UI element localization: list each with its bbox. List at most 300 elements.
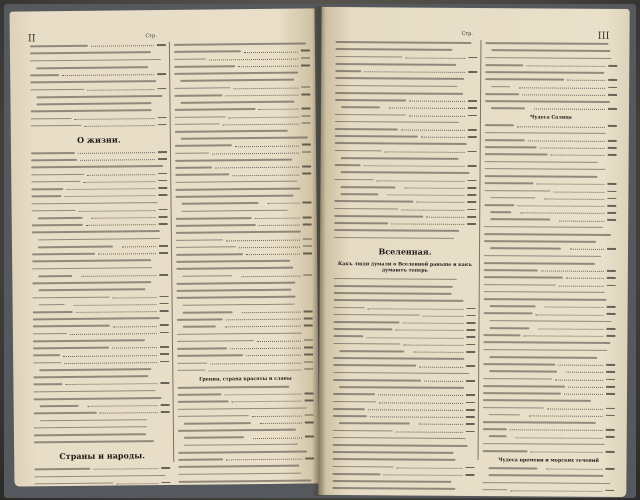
text-line-fill [176, 246, 236, 248]
right-col1-subhead-1: Какъ люди думали о Вселенной раньше и какъ думаютъ теперь [337, 261, 472, 275]
text-line-fill [33, 317, 160, 320]
text-line-fill [176, 231, 301, 234]
text-line-fill [34, 397, 162, 400]
right-col1-body-lines-1 [334, 39, 477, 241]
text-line-fill [33, 355, 60, 357]
text-line-fill [335, 121, 459, 124]
left-page-number: II [27, 33, 36, 45]
page-ref-mark [468, 100, 477, 102]
leader-dots [70, 333, 157, 335]
leader-dots [208, 369, 301, 371]
text-line [178, 477, 314, 485]
text-line-fill [176, 282, 295, 285]
text-line [177, 301, 313, 309]
page-ref-mark [608, 79, 617, 81]
text-line [334, 275, 476, 282]
page-ref-mark [467, 194, 476, 196]
leader-dots [419, 424, 463, 425]
text-line-fill [177, 362, 207, 364]
leader-dots [229, 116, 299, 118]
text-line-fill [177, 386, 289, 389]
text-line-fill [489, 370, 557, 372]
text-line [334, 304, 476, 311]
right-page-column-2 [482, 40, 617, 497]
page-ref-mark [468, 71, 477, 73]
text-line [178, 390, 314, 398]
page-ref-mark [468, 165, 477, 167]
text-line [334, 290, 476, 297]
page-ref-mark [466, 344, 475, 346]
text-line-fill [32, 210, 76, 212]
text-line-fill [33, 296, 110, 298]
text-line [483, 325, 615, 332]
page-ref-mark [608, 140, 617, 142]
left-col1-heading-1: О жизни. [77, 134, 121, 145]
leader-dots [401, 130, 465, 131]
text-line [175, 149, 311, 157]
text-line [178, 463, 314, 471]
text-line [175, 156, 311, 164]
text-line [174, 62, 310, 70]
left-col1-body-lines-2 [34, 465, 173, 486]
page-ref-mark [606, 429, 615, 431]
text-line [175, 135, 311, 143]
text-line-fill [485, 139, 525, 141]
leader-dots [396, 330, 464, 331]
text-line [333, 362, 475, 369]
text-line [31, 149, 167, 157]
page-ref-mark [466, 322, 475, 324]
text-line [484, 195, 616, 202]
text-line [178, 441, 314, 449]
text-line-fill [484, 190, 550, 192]
page-ref-mark [606, 451, 615, 453]
text-line-fill [490, 197, 535, 199]
text-line-fill [341, 157, 459, 160]
right-page-column-1 [331, 39, 477, 497]
leader-dots [235, 145, 299, 147]
text-line-fill [484, 291, 605, 294]
page-ref-mark [607, 313, 616, 315]
page-ref-mark [466, 351, 475, 353]
text-line-fill [34, 468, 90, 470]
text-line [31, 185, 167, 193]
text-line-fill [34, 433, 146, 436]
text-line [175, 142, 311, 150]
leader-dots [113, 297, 157, 298]
text-line [178, 470, 314, 478]
text-line-fill [40, 405, 79, 407]
page-ref-mark [466, 336, 475, 338]
page-ref-mark [606, 335, 615, 337]
text-line [484, 202, 616, 209]
text-line [178, 434, 314, 442]
text-line [176, 236, 312, 244]
text-line [484, 245, 616, 252]
text-line-fill [484, 204, 514, 206]
text-line [31, 114, 167, 122]
page-ref-mark [158, 173, 167, 175]
text-line-fill [335, 150, 382, 152]
leader-dots [85, 125, 155, 127]
text-line-fill [178, 415, 249, 417]
right-page [318, 7, 629, 497]
leader-dots [367, 308, 463, 310]
text-line-fill [484, 284, 556, 286]
page-ref-mark [302, 108, 311, 110]
leader-dots [420, 137, 464, 138]
left-col1-body-lines-1 [31, 149, 170, 446]
text-line-fill [485, 175, 598, 177]
text-line-fill [484, 226, 603, 229]
text-line-fill [180, 101, 294, 104]
text-line-fill [175, 145, 232, 147]
text-line-fill [177, 318, 223, 320]
text-line [333, 377, 475, 384]
text-line [174, 98, 310, 106]
text-line-fill [334, 222, 388, 224]
page-ref-mark [161, 404, 170, 406]
text-line-fill [334, 285, 453, 288]
leader-dots [64, 195, 155, 197]
leader-dots [383, 474, 462, 476]
leader-dots [523, 336, 603, 338]
page-ref-mark [160, 310, 169, 312]
text-line-fill [178, 479, 311, 482]
text-line-fill [490, 305, 536, 307]
text-line-fill [34, 412, 97, 414]
page-ref-mark [607, 270, 616, 272]
text-line [332, 485, 474, 492]
text-line [335, 140, 477, 147]
page-ref-mark [301, 57, 310, 59]
page-ref-mark [467, 209, 476, 211]
text-line [335, 119, 477, 126]
text-line [485, 130, 617, 137]
text-line-fill [178, 450, 307, 453]
text-line [335, 104, 477, 111]
text-line-fill [334, 179, 373, 181]
text-line [483, 347, 615, 354]
text-line-fill [484, 233, 611, 236]
text-line [32, 228, 168, 236]
text-line [335, 39, 477, 46]
text-line-fill [184, 443, 298, 446]
text-line-fill [39, 304, 65, 306]
text-line [31, 163, 167, 171]
text-line [33, 358, 169, 366]
text-line [33, 308, 169, 316]
leader-dots [87, 405, 157, 407]
text-line [483, 354, 615, 361]
left-page-header-label: Стр. [145, 33, 157, 40]
text-line [334, 191, 476, 198]
leader-dots [546, 469, 602, 470]
right-col2-subhead-1: Чудеса Солнца [529, 114, 572, 121]
text-line [32, 293, 168, 301]
leader-dots [416, 202, 464, 203]
text-line [178, 448, 314, 456]
text-line [333, 456, 475, 463]
leader-dots [267, 203, 299, 204]
text-line-fill [176, 260, 290, 263]
text-line-fill [176, 253, 243, 255]
text-line-fill [34, 426, 147, 429]
text-line [335, 169, 477, 176]
leader-dots [78, 210, 155, 212]
text-line-fill [175, 152, 209, 154]
text-line [484, 180, 616, 187]
text-line-fill [175, 130, 288, 133]
text-line-fill [333, 451, 454, 454]
text-line [484, 296, 616, 303]
page-ref-mark [301, 93, 310, 95]
text-line [485, 144, 617, 151]
leader-dots [509, 430, 602, 432]
leader-dots [238, 66, 298, 68]
text-line-fill [184, 422, 251, 424]
text-line [483, 318, 615, 325]
text-line [174, 77, 310, 85]
text-line [174, 40, 310, 48]
text-line [176, 257, 312, 265]
page-ref-mark [467, 201, 476, 203]
text-line-fill [177, 347, 227, 349]
text-line-fill [483, 385, 565, 387]
text-line [485, 105, 617, 112]
text-line [30, 93, 166, 101]
text-line-fill [177, 332, 302, 335]
text-line-fill [335, 41, 471, 44]
text-line-fill [482, 482, 610, 485]
leader-dots [395, 431, 462, 432]
text-line [31, 107, 167, 115]
text-line-fill [33, 347, 109, 349]
text-line-fill [483, 428, 507, 430]
text-line-fill [33, 390, 155, 393]
text-line-fill [30, 45, 88, 47]
text-line-fill [488, 474, 603, 476]
text-line-fill [175, 108, 256, 111]
text-line [485, 62, 617, 69]
left-col2-body-lines-2 [177, 383, 314, 486]
text-line-fill [484, 298, 607, 301]
page-ref-mark [303, 252, 312, 254]
leader-dots [239, 246, 300, 248]
text-line-fill [485, 100, 610, 103]
leader-dots [122, 246, 156, 247]
page-ref-mark [468, 57, 477, 59]
right-col2-body-lines-1 [485, 40, 617, 112]
leader-dots [368, 409, 463, 411]
text-line-fill [490, 320, 612, 323]
text-line [485, 151, 617, 158]
leader-dots [211, 362, 302, 364]
text-line-fill [334, 314, 420, 316]
text-line-fill [488, 467, 537, 469]
text-line-fill [333, 328, 392, 330]
leader-dots [391, 224, 464, 226]
text-line [32, 199, 168, 207]
page-ref-mark [466, 423, 475, 425]
page-ref-mark [468, 107, 477, 109]
text-line [176, 200, 312, 208]
page-ref-mark [468, 129, 477, 131]
text-line [335, 155, 477, 162]
leader-dots [408, 115, 464, 116]
leader-dots [555, 379, 603, 380]
text-line [33, 337, 169, 345]
leader-dots [247, 355, 302, 357]
text-line [32, 250, 168, 258]
page-ref-mark [161, 482, 170, 484]
leader-dots [566, 278, 604, 279]
text-line-fill [333, 415, 367, 417]
text-line [484, 216, 616, 223]
text-line-fill [184, 437, 244, 439]
text-line-fill [335, 63, 456, 66]
page-ref-mark [158, 151, 167, 153]
page-ref-mark [468, 114, 477, 116]
text-line-fill [334, 307, 365, 309]
leader-dots [379, 402, 463, 404]
text-line [332, 471, 474, 478]
leader-dots [553, 191, 604, 192]
text-line-fill [483, 349, 607, 352]
page-ref-mark [157, 88, 166, 90]
text-line-fill [31, 125, 82, 127]
text-line [482, 487, 614, 494]
page-ref-mark [607, 219, 616, 221]
text-line-fill [484, 255, 601, 258]
page-ref-mark [160, 382, 169, 384]
text-line [483, 368, 615, 375]
page-ref-mark [160, 296, 169, 298]
leader-dots [64, 362, 157, 364]
text-line-fill [335, 56, 402, 58]
leader-dots [519, 87, 605, 89]
text-line [33, 351, 169, 359]
page-ref-mark [158, 117, 167, 119]
text-line [482, 465, 614, 472]
text-line [32, 221, 168, 229]
text-line [176, 279, 312, 287]
text-line [334, 205, 476, 212]
text-line [335, 97, 477, 104]
text-line-fill [484, 240, 596, 242]
text-line [33, 380, 169, 388]
page-ref-mark [466, 430, 475, 432]
page-ref-mark [606, 386, 615, 388]
page-ref-mark [466, 394, 475, 396]
leader-dots [423, 316, 464, 317]
text-line [485, 166, 617, 173]
text-line [34, 402, 170, 410]
leader-dots [404, 344, 464, 345]
text-line-fill [335, 114, 406, 116]
text-line [32, 235, 168, 243]
text-line [484, 310, 616, 317]
page-ref-mark [608, 125, 617, 127]
text-line-fill [32, 281, 151, 284]
page-ref-mark [606, 436, 615, 438]
text-line [174, 84, 310, 92]
page-ref-mark [157, 44, 166, 46]
page-ref-mark [303, 202, 312, 204]
text-line-fill [335, 128, 398, 130]
text-line-fill [36, 95, 162, 98]
text-line-fill [334, 292, 452, 295]
right-page-number: III [597, 30, 610, 42]
text-line [334, 198, 476, 205]
text-line [32, 279, 168, 287]
text-line [178, 398, 314, 406]
text-line [335, 133, 477, 140]
page-ref-mark [301, 50, 310, 52]
text-line-fill [174, 58, 206, 60]
leader-dots [117, 483, 159, 484]
page-ref-mark [302, 173, 311, 175]
text-line [33, 366, 169, 374]
text-line [177, 330, 313, 338]
text-line-fill [32, 253, 95, 255]
text-line [333, 319, 475, 326]
text-line-fill [485, 71, 604, 74]
page-ref-mark [161, 467, 170, 469]
page-ref-mark [158, 187, 167, 189]
page-ref-mark [607, 205, 616, 207]
text-line [335, 46, 477, 53]
left-col1-heading-2: Страны и народы. [59, 450, 146, 462]
text-line [176, 294, 312, 302]
leader-dots [212, 152, 299, 154]
text-line-fill [178, 472, 301, 475]
text-line-fill [334, 215, 423, 217]
text-line-fill [335, 99, 406, 101]
text-line-fill [483, 378, 552, 380]
leader-dots [75, 118, 155, 120]
leader-dots [223, 123, 299, 125]
text-line-fill [176, 224, 256, 227]
page-ref-mark [161, 411, 170, 413]
page-ref-mark [467, 216, 476, 218]
page-ref-mark [303, 216, 312, 218]
leader-dots [426, 217, 464, 218]
text-line-fill [30, 74, 59, 76]
leader-dots [232, 401, 302, 403]
leader-dots [385, 151, 465, 153]
page-ref-mark [606, 371, 615, 373]
text-line-fill [31, 195, 61, 197]
text-line-fill [182, 209, 288, 212]
text-line [31, 122, 167, 130]
text-line [484, 274, 616, 281]
page-ref-mark [606, 393, 615, 395]
text-line [483, 412, 615, 419]
page-ref-mark [157, 73, 166, 75]
text-line [484, 303, 616, 310]
text-line [484, 231, 616, 238]
leader-dots [67, 188, 156, 190]
text-line [32, 286, 168, 294]
text-line [176, 272, 312, 280]
text-line [174, 55, 310, 63]
left-page-column-1 [30, 42, 173, 487]
text-line-fill [176, 267, 293, 270]
text-line-fill [485, 168, 606, 171]
right-column-divider [478, 40, 482, 460]
page-ref-mark [606, 328, 615, 330]
